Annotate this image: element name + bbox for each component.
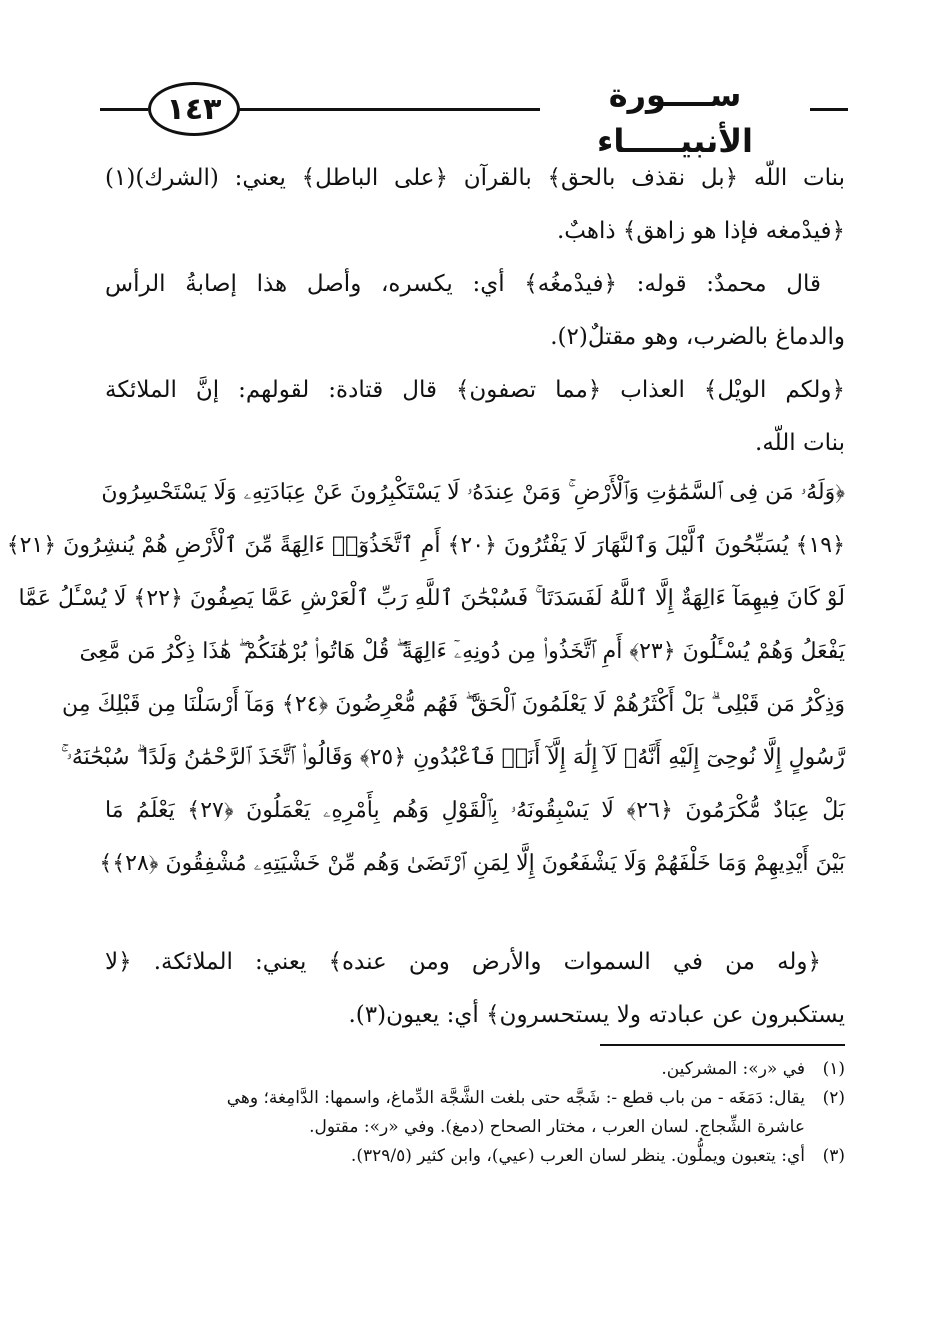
text-line: والدماغ بالضرب، وهو مقتلٌ(٢). <box>550 324 845 350</box>
footnote-text: يقال: دَمَغَه - من باب قطع -: شَجَّه حتى بلغت الشَّجَّة الدِّماغ، واسمها: الدَّامِغة؛ وهي <box>226 1088 805 1108</box>
verse-line: بَلْ عِبَادٌ مُّكْرَمُونَ ﴿٢٦﴾ لَا يَسْبِقُونَهُۥ بِٱلْقَوْلِ وَهُم بِأَمْرِهِۦ يَعْمَلُونَ ﴿٢٧﴾ يَعْلَمُ مَا <box>105 798 845 823</box>
page-number: ١٤٣ <box>148 82 240 136</box>
paragraph-1 <box>105 152 845 258</box>
footnote-3 <box>105 1142 845 1171</box>
page-header <box>100 72 848 160</box>
footnote-2 <box>105 1084 845 1113</box>
commentary-paragraph <box>105 936 845 1042</box>
text-line: بنات اللّه ﴿بل نقذف بالحق﴾ بالقرآن ﴿على الباطل﴾ يعني: (الشرك)(١) <box>105 165 845 191</box>
footnote-number: (٢) <box>822 1088 845 1108</box>
verse-line: ﴿وَلَهُۥ مَن فِى ٱلسَّمَٰوَٰتِ وَٱلْأَرْضِ ۚ وَمَنْ عِندَهُۥ لَا يَسْتَكْبِرُونَ عَنْ عِبَادَتِهِۦ وَلَا يَسْتَحْسِرُونَ <box>101 480 845 505</box>
footnote-separator <box>600 1044 845 1046</box>
text-line: قال محمدٌ: قوله: ﴿فيدْمغُه﴾ أي: يكسره، وأصل هذا إصابةُ الرأس <box>105 271 821 297</box>
quran-verses <box>6 466 845 890</box>
text-line: يستكبرون عن عبادته ولا يستحسرون﴾ أي: يعيون(٣). <box>348 1002 845 1028</box>
verse-line: يَفْعَلُ وَهُمْ يُسْـَٔلُونَ ﴿٢٣﴾ أَمِ ٱتَّخَذُوا۟ مِن دُونِهِۦٓ ءَالِهَةً ۖ قُلْ هَاتُوا۟ بُرْهَٰنَكُمْ ۖ هَٰذَا ذِكْرُ مَن مَّعِىَ <box>79 639 845 664</box>
verse-line: بَيْنَ أَيْدِيهِمْ وَمَا خَلْفَهُمْ وَلَا يَشْفَعُونَ إِلَّا لِمَنِ ٱرْتَضَىٰ وَهُم مِّنْ خَشْيَتِهِۦ مُشْفِقُونَ ﴿٢٨﴾﴾ <box>99 851 845 876</box>
footnote-2-continued <box>105 1113 845 1142</box>
surah-title: ســــورة الأنبيـــــاء <box>540 72 810 118</box>
text-line: ﴿ولكم الويْل﴾ العذاب ﴿مما تصفون﴾ قال قتادة: لقولهم: إنَّ الملائكة <box>105 377 845 403</box>
footnote-1 <box>105 1055 845 1084</box>
footnote-text: أي: يتعبون ويملُّون. ينظر لسان العرب (عيي)، وابن كثير (٣٢٩/٥). <box>350 1146 805 1166</box>
paragraph-3 <box>105 364 845 470</box>
footnote-number: (١) <box>822 1059 845 1079</box>
text-line: ﴿فيدْمغه فإذا هو زاهق﴾ ذاهبٌ. <box>556 218 845 244</box>
footnote-number: (٣) <box>822 1146 845 1166</box>
paragraph-2 <box>105 258 845 364</box>
footnote-text: في «ر»: المشركين. <box>661 1059 805 1079</box>
header-rule-left <box>100 108 148 111</box>
verse-line: ﴿١٩﴾ يُسَبِّحُونَ ٱلَّيْلَ وَٱلنَّهَارَ لَا يَفْتُرُونَ ﴿٢٠﴾ أَمِ ٱتَّخَذُوٓا۟ ءَالِهَةً مِّنَ ٱلْأَرْضِ هُمْ يُنشِرُونَ ﴿٢١﴾ <box>6 533 845 558</box>
verse-line: لَوْ كَانَ فِيهِمَآ ءَالِهَةٌ إِلَّا ٱللَّهُ لَفَسَدَتَا ۚ فَسُبْحَٰنَ ٱللَّهِ رَبِّ ٱلْعَرْشِ عَمَّا يَصِفُونَ ﴿٢٢﴾ لَا يُسْـَٔلُ عَمَّا <box>18 586 845 611</box>
footnotes <box>105 1055 845 1171</box>
verse-line: رَّسُولٍ إِلَّا نُوحِىٓ إِلَيْهِ أَنَّهُۥ لَآ إِلَٰهَ إِلَّآ أَنَا۠ فَٱعْبُدُونِ ﴿٢٥﴾ وَقَالُوا۟ ٱتَّخَذَ ٱلرَّحْمَٰنُ وَلَدًا ۗ سُبْحَٰنَهُۥ ۚ <box>60 745 845 770</box>
footnote-text: عاشرة الشِّجاج. لسان العرب ، مختار الصحاح (دمغ). وفي «ر»: مقتول. <box>309 1117 805 1137</box>
text-line: ﴿وله من في السموات والأرض ومن عنده﴾ يعني: الملائكة. ﴿لا <box>105 949 821 975</box>
verse-line: وَذِكْرُ مَن قَبْلِى ۗ بَلْ أَكْثَرُهُمْ لَا يَعْلَمُونَ ٱلْحَقَّ ۖ فَهُم مُّعْرِضُونَ ﴿٢٤﴾ وَمَآ أَرْسَلْنَا مِن قَبْلِكَ مِن <box>62 692 845 717</box>
text-line: بنات اللّه. <box>755 430 845 456</box>
